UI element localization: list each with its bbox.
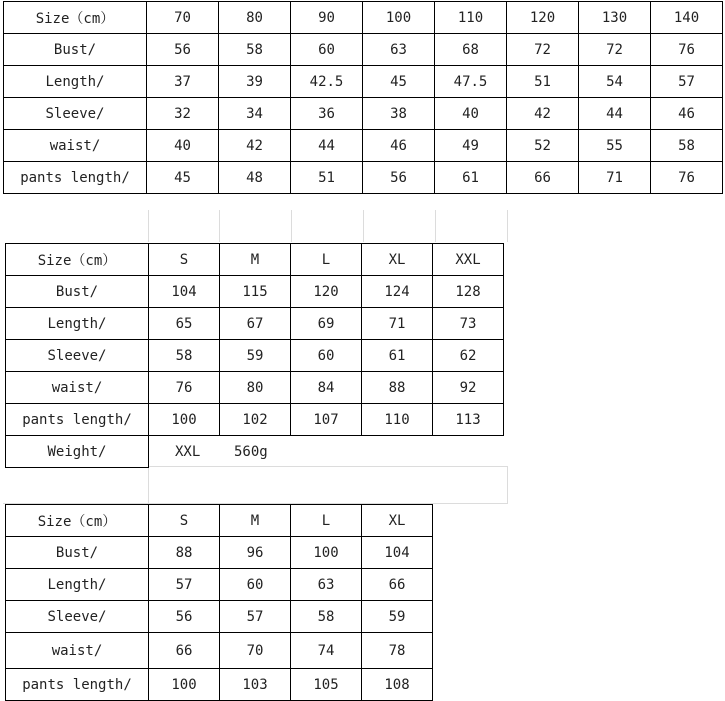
row-label: Bust/ (4, 34, 147, 66)
header-cell: Size（cm） (4, 2, 147, 34)
header-cell: S (149, 244, 220, 276)
row-label: pants length/ (4, 162, 147, 194)
table-cell: 71 (579, 162, 651, 194)
table-cell: 63 (363, 34, 435, 66)
table-cell: 72 (579, 34, 651, 66)
table-cell: 70 (220, 633, 291, 669)
header-cell: L (291, 244, 362, 276)
table-cell: 71 (362, 308, 433, 340)
gridline (148, 210, 149, 242)
weight-label: Weight/ (6, 436, 149, 468)
header-cell: Size（cm） (6, 505, 149, 537)
header-cell: 140 (651, 2, 723, 34)
table-cell: 76 (651, 34, 723, 66)
table-row (6, 276, 504, 308)
table-cell: 103 (220, 669, 291, 701)
header-cell: XL (362, 244, 433, 276)
table-cell: 76 (651, 162, 723, 194)
size-table-kids (3, 1, 723, 194)
table-cell: 36 (291, 98, 363, 130)
row-label: Sleeve/ (6, 601, 149, 633)
table-cell: 66 (362, 569, 433, 601)
table-cell: 73 (433, 308, 504, 340)
table-cell: 61 (435, 162, 507, 194)
table-cell: 59 (362, 601, 433, 633)
table-cell: 51 (507, 66, 579, 98)
size-table-adult (5, 243, 504, 468)
table-cell: 45 (147, 162, 219, 194)
table-cell: 74 (291, 633, 362, 669)
row-label: Length/ (4, 66, 147, 98)
table-cell: 61 (362, 340, 433, 372)
row-label: waist/ (6, 633, 149, 669)
table-cell: 128 (433, 276, 504, 308)
table-cell: 44 (579, 98, 651, 130)
table-cell: 104 (149, 276, 220, 308)
table-cell: 44 (291, 130, 363, 162)
row-label: pants length/ (6, 404, 149, 436)
table-cell: 45 (363, 66, 435, 98)
table-cell: 67 (220, 308, 291, 340)
table-cell: 56 (363, 162, 435, 194)
table-cell: 68 (435, 34, 507, 66)
table-cell: 78 (362, 633, 433, 669)
table-cell: 88 (362, 372, 433, 404)
header-cell: S (149, 505, 220, 537)
table-row (6, 569, 433, 601)
table-cell: 66 (507, 162, 579, 194)
table-cell: 66 (149, 633, 220, 669)
table-row (6, 633, 433, 669)
table-cell: 76 (149, 372, 220, 404)
table-cell: 69 (291, 308, 362, 340)
header-cell: 100 (363, 2, 435, 34)
weight-value: XXL 560g (149, 436, 504, 468)
table-cell: 34 (219, 98, 291, 130)
table-row (6, 669, 433, 701)
table-cell: 39 (219, 66, 291, 98)
table-cell: 37 (147, 66, 219, 98)
table-cell: 102 (220, 404, 291, 436)
row-label: Length/ (6, 569, 149, 601)
table-cell: 56 (149, 601, 220, 633)
table-cell: 42 (507, 98, 579, 130)
table-cell: 49 (435, 130, 507, 162)
table-cell: 40 (435, 98, 507, 130)
table-row (6, 537, 433, 569)
table-cell: 42.5 (291, 66, 363, 98)
table-cell: 110 (362, 404, 433, 436)
gridline (507, 467, 508, 503)
table-cell: 63 (291, 569, 362, 601)
table-header-row (6, 244, 504, 276)
table-row (4, 66, 723, 98)
table-cell: 57 (220, 601, 291, 633)
table-cell: 60 (291, 34, 363, 66)
table-cell: 108 (362, 669, 433, 701)
table-row (4, 130, 723, 162)
table-cell: 52 (507, 130, 579, 162)
table-cell: 88 (149, 537, 220, 569)
table-cell: 124 (362, 276, 433, 308)
gridline (363, 210, 364, 242)
row-label: Sleeve/ (6, 340, 149, 372)
weight-row (6, 436, 504, 468)
table-cell: 100 (149, 669, 220, 701)
table-cell: 107 (291, 404, 362, 436)
table-row (6, 372, 504, 404)
size-table-women (5, 504, 433, 701)
table-cell: 104 (362, 537, 433, 569)
row-label: pants length/ (6, 669, 149, 701)
table-cell: 46 (363, 130, 435, 162)
table-cell: 51 (291, 162, 363, 194)
table-cell: 58 (291, 601, 362, 633)
table-cell: 40 (147, 130, 219, 162)
table-cell: 84 (291, 372, 362, 404)
header-cell: 70 (147, 2, 219, 34)
table-row (6, 340, 504, 372)
table-cell: 65 (149, 308, 220, 340)
table-row (6, 308, 504, 340)
row-label: Bust/ (6, 276, 149, 308)
table-row (4, 98, 723, 130)
table-cell: 46 (651, 98, 723, 130)
header-cell: XXL (433, 244, 504, 276)
header-cell: Size（cm） (6, 244, 149, 276)
table-cell: 92 (433, 372, 504, 404)
table-cell: 57 (149, 569, 220, 601)
table-cell: 38 (363, 98, 435, 130)
table-cell: 100 (291, 537, 362, 569)
row-label: waist/ (4, 130, 147, 162)
header-cell: 120 (507, 2, 579, 34)
table-cell: 100 (149, 404, 220, 436)
table-cell: 80 (220, 372, 291, 404)
table-header-row (6, 505, 433, 537)
header-cell: M (220, 244, 291, 276)
table-header-row (4, 2, 723, 34)
gridline (148, 467, 149, 503)
table-cell: 115 (220, 276, 291, 308)
table-row (4, 162, 723, 194)
table-cell: 62 (433, 340, 504, 372)
header-cell: 130 (579, 2, 651, 34)
table-cell: 105 (291, 669, 362, 701)
table-cell: 42 (219, 130, 291, 162)
table-cell: 48 (219, 162, 291, 194)
row-label: Bust/ (6, 537, 149, 569)
row-label: waist/ (6, 372, 149, 404)
table-row (6, 404, 504, 436)
gridline (291, 210, 292, 242)
table-cell: 120 (291, 276, 362, 308)
gridline (507, 210, 508, 242)
header-cell: XL (362, 505, 433, 537)
table-cell: 57 (651, 66, 723, 98)
table-cell: 56 (147, 34, 219, 66)
table-row (4, 34, 723, 66)
table-cell: 113 (433, 404, 504, 436)
table-cell: 60 (291, 340, 362, 372)
table-cell: 72 (507, 34, 579, 66)
header-cell: 110 (435, 2, 507, 34)
header-cell: M (220, 505, 291, 537)
header-cell: 80 (219, 2, 291, 34)
gridline (435, 210, 436, 242)
header-cell: L (291, 505, 362, 537)
table-cell: 58 (651, 130, 723, 162)
row-label: Length/ (6, 308, 149, 340)
row-label: Sleeve/ (4, 98, 147, 130)
table-cell: 54 (579, 66, 651, 98)
table-cell: 59 (220, 340, 291, 372)
table-cell: 47.5 (435, 66, 507, 98)
header-cell: 90 (291, 2, 363, 34)
table-cell: 96 (220, 537, 291, 569)
table-row (6, 601, 433, 633)
gridline (219, 210, 220, 242)
table-cell: 58 (219, 34, 291, 66)
table-cell: 32 (147, 98, 219, 130)
table-cell: 60 (220, 569, 291, 601)
table-cell: 58 (149, 340, 220, 372)
table-cell: 55 (579, 130, 651, 162)
